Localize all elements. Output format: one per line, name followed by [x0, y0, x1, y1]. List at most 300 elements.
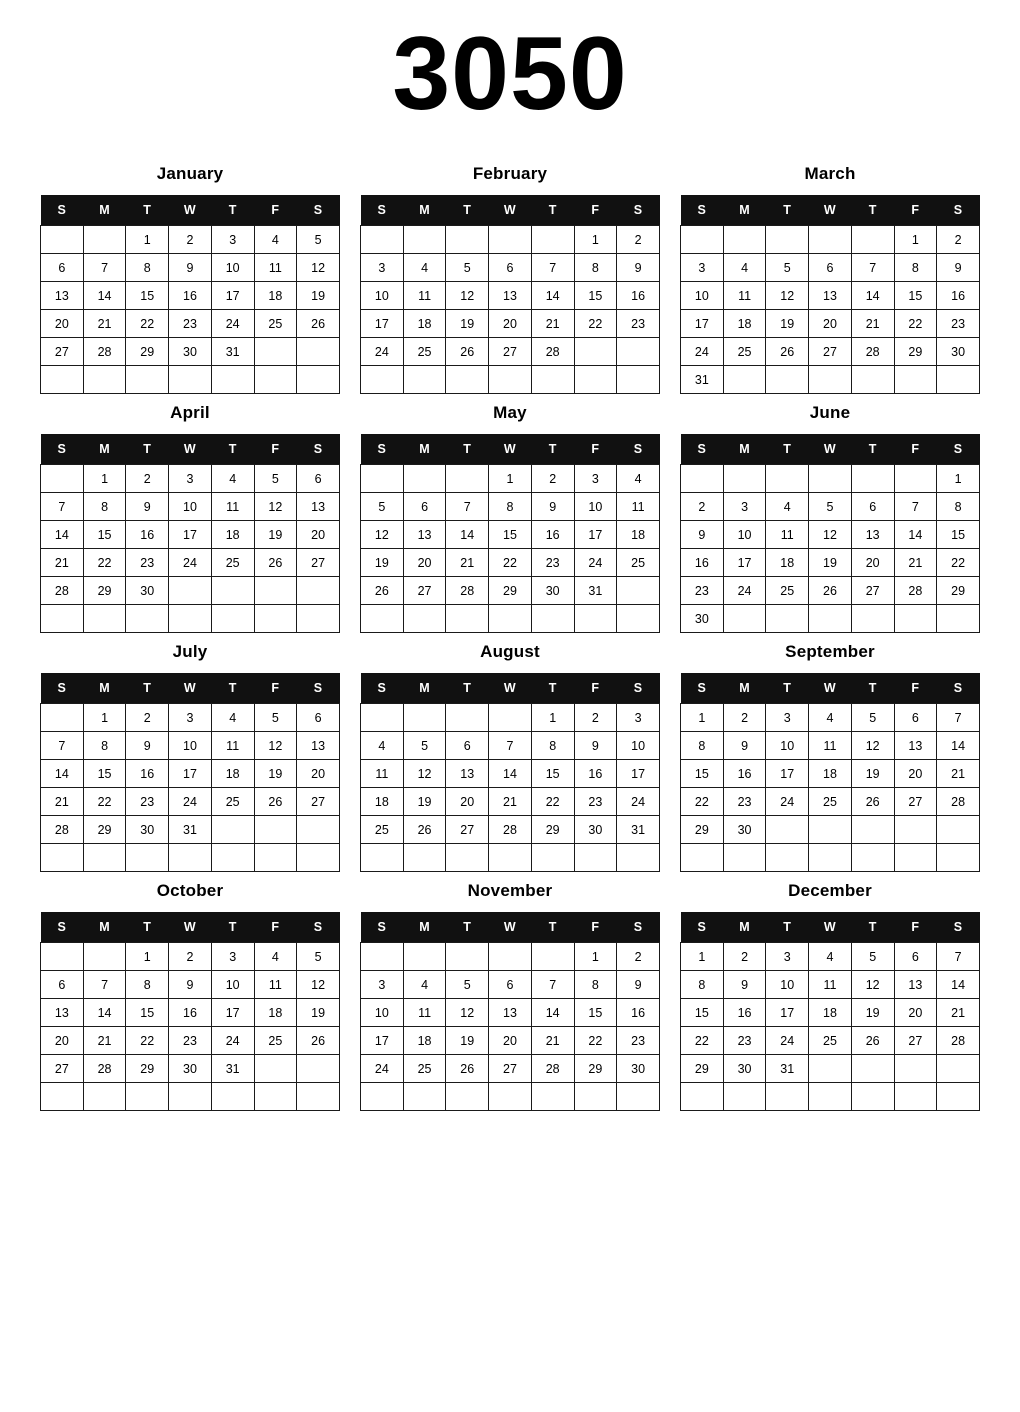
- day-cell[interactable]: 27: [41, 1055, 84, 1083]
- day-cell[interactable]: 30: [937, 338, 980, 366]
- day-cell[interactable]: 4: [403, 254, 446, 282]
- day-cell[interactable]: 14: [937, 732, 980, 760]
- day-cell[interactable]: 27: [489, 338, 532, 366]
- day-cell[interactable]: 23: [617, 1027, 660, 1055]
- day-cell[interactable]: 23: [723, 788, 766, 816]
- day-cell[interactable]: 22: [83, 788, 126, 816]
- day-cell[interactable]: 31: [211, 1055, 254, 1083]
- day-cell[interactable]: 17: [169, 521, 212, 549]
- day-cell[interactable]: 4: [211, 465, 254, 493]
- day-cell[interactable]: 6: [403, 493, 446, 521]
- day-cell[interactable]: 7: [894, 493, 937, 521]
- day-cell[interactable]: 1: [83, 704, 126, 732]
- day-cell[interactable]: 25: [211, 788, 254, 816]
- day-cell[interactable]: 1: [83, 465, 126, 493]
- day-cell[interactable]: 13: [41, 282, 84, 310]
- day-cell[interactable]: 25: [361, 816, 404, 844]
- day-cell[interactable]: 1: [894, 226, 937, 254]
- day-cell[interactable]: 9: [617, 254, 660, 282]
- day-cell[interactable]: 10: [169, 493, 212, 521]
- day-cell[interactable]: 20: [41, 310, 84, 338]
- day-cell[interactable]: 1: [937, 465, 980, 493]
- day-cell[interactable]: 9: [723, 971, 766, 999]
- day-cell[interactable]: 30: [681, 605, 724, 633]
- day-cell[interactable]: 2: [617, 943, 660, 971]
- day-cell[interactable]: 25: [809, 1027, 852, 1055]
- day-cell[interactable]: 21: [937, 999, 980, 1027]
- day-cell[interactable]: 18: [617, 521, 660, 549]
- day-cell[interactable]: 13: [446, 760, 489, 788]
- day-cell[interactable]: 28: [41, 816, 84, 844]
- day-cell[interactable]: 21: [83, 310, 126, 338]
- day-cell[interactable]: 14: [937, 971, 980, 999]
- day-cell[interactable]: 21: [41, 549, 84, 577]
- day-cell[interactable]: 11: [617, 493, 660, 521]
- day-cell[interactable]: 16: [937, 282, 980, 310]
- day-cell[interactable]: 4: [617, 465, 660, 493]
- day-cell[interactable]: 6: [41, 971, 84, 999]
- day-cell[interactable]: 24: [617, 788, 660, 816]
- day-cell[interactable]: 27: [297, 788, 340, 816]
- day-cell[interactable]: 15: [681, 760, 724, 788]
- day-cell[interactable]: 22: [681, 1027, 724, 1055]
- day-cell[interactable]: 13: [894, 732, 937, 760]
- day-cell[interactable]: 30: [126, 577, 169, 605]
- day-cell[interactable]: 6: [851, 493, 894, 521]
- day-cell[interactable]: 9: [617, 971, 660, 999]
- day-cell[interactable]: 12: [254, 493, 297, 521]
- day-cell[interactable]: 16: [617, 282, 660, 310]
- day-cell[interactable]: 19: [254, 760, 297, 788]
- day-cell[interactable]: 29: [937, 577, 980, 605]
- day-cell[interactable]: 15: [83, 521, 126, 549]
- day-cell[interactable]: 16: [574, 760, 617, 788]
- day-cell[interactable]: 16: [723, 760, 766, 788]
- day-cell[interactable]: 6: [41, 254, 84, 282]
- day-cell[interactable]: 15: [937, 521, 980, 549]
- day-cell[interactable]: 2: [937, 226, 980, 254]
- day-cell[interactable]: 22: [937, 549, 980, 577]
- day-cell[interactable]: 26: [809, 577, 852, 605]
- day-cell[interactable]: 2: [169, 226, 212, 254]
- day-cell[interactable]: 19: [403, 788, 446, 816]
- day-cell[interactable]: 5: [766, 254, 809, 282]
- day-cell[interactable]: 26: [297, 310, 340, 338]
- day-cell[interactable]: 5: [361, 493, 404, 521]
- day-cell[interactable]: 30: [169, 338, 212, 366]
- day-cell[interactable]: 24: [766, 1027, 809, 1055]
- day-cell[interactable]: 28: [937, 1027, 980, 1055]
- day-cell[interactable]: 12: [851, 971, 894, 999]
- day-cell[interactable]: 5: [254, 704, 297, 732]
- day-cell[interactable]: 26: [254, 549, 297, 577]
- day-cell[interactable]: 21: [489, 788, 532, 816]
- day-cell[interactable]: 23: [169, 310, 212, 338]
- day-cell[interactable]: 7: [937, 943, 980, 971]
- day-cell[interactable]: 9: [126, 493, 169, 521]
- day-cell[interactable]: 15: [681, 999, 724, 1027]
- day-cell[interactable]: 10: [617, 732, 660, 760]
- day-cell[interactable]: 4: [211, 704, 254, 732]
- day-cell[interactable]: 26: [851, 1027, 894, 1055]
- day-cell[interactable]: 25: [809, 788, 852, 816]
- day-cell[interactable]: 8: [937, 493, 980, 521]
- day-cell[interactable]: 13: [41, 999, 84, 1027]
- day-cell[interactable]: 29: [681, 816, 724, 844]
- day-cell[interactable]: 18: [723, 310, 766, 338]
- day-cell[interactable]: 11: [809, 732, 852, 760]
- day-cell[interactable]: 17: [723, 549, 766, 577]
- day-cell[interactable]: 22: [681, 788, 724, 816]
- day-cell[interactable]: 6: [809, 254, 852, 282]
- day-cell[interactable]: 9: [723, 732, 766, 760]
- day-cell[interactable]: 26: [851, 788, 894, 816]
- day-cell[interactable]: 26: [297, 1027, 340, 1055]
- day-cell[interactable]: 1: [126, 226, 169, 254]
- day-cell[interactable]: 25: [403, 1055, 446, 1083]
- day-cell[interactable]: 10: [211, 254, 254, 282]
- day-cell[interactable]: 19: [809, 549, 852, 577]
- day-cell[interactable]: 7: [83, 254, 126, 282]
- day-cell[interactable]: 20: [403, 549, 446, 577]
- day-cell[interactable]: 29: [126, 338, 169, 366]
- day-cell[interactable]: 28: [937, 788, 980, 816]
- day-cell[interactable]: 25: [254, 310, 297, 338]
- day-cell[interactable]: 5: [446, 971, 489, 999]
- day-cell[interactable]: 8: [574, 971, 617, 999]
- day-cell[interactable]: 12: [766, 282, 809, 310]
- day-cell[interactable]: 7: [531, 971, 574, 999]
- day-cell[interactable]: 18: [809, 760, 852, 788]
- day-cell[interactable]: 24: [169, 788, 212, 816]
- day-cell[interactable]: 7: [446, 493, 489, 521]
- day-cell[interactable]: 12: [403, 760, 446, 788]
- day-cell[interactable]: 11: [403, 999, 446, 1027]
- day-cell[interactable]: 28: [851, 338, 894, 366]
- day-cell[interactable]: 25: [403, 338, 446, 366]
- day-cell[interactable]: 14: [41, 521, 84, 549]
- day-cell[interactable]: 19: [766, 310, 809, 338]
- day-cell[interactable]: 3: [766, 943, 809, 971]
- day-cell[interactable]: 26: [446, 1055, 489, 1083]
- day-cell[interactable]: 8: [894, 254, 937, 282]
- day-cell[interactable]: 3: [361, 971, 404, 999]
- day-cell[interactable]: 30: [169, 1055, 212, 1083]
- day-cell[interactable]: 30: [723, 1055, 766, 1083]
- day-cell[interactable]: 18: [254, 282, 297, 310]
- day-cell[interactable]: 6: [894, 943, 937, 971]
- day-cell[interactable]: 7: [41, 493, 84, 521]
- day-cell[interactable]: 1: [574, 226, 617, 254]
- day-cell[interactable]: 8: [126, 971, 169, 999]
- day-cell[interactable]: 14: [83, 999, 126, 1027]
- day-cell[interactable]: 7: [531, 254, 574, 282]
- day-cell[interactable]: 15: [894, 282, 937, 310]
- day-cell[interactable]: 31: [169, 816, 212, 844]
- day-cell[interactable]: 12: [361, 521, 404, 549]
- day-cell[interactable]: 5: [403, 732, 446, 760]
- day-cell[interactable]: 11: [211, 732, 254, 760]
- day-cell[interactable]: 24: [766, 788, 809, 816]
- day-cell[interactable]: 22: [126, 1027, 169, 1055]
- day-cell[interactable]: 4: [361, 732, 404, 760]
- day-cell[interactable]: 3: [681, 254, 724, 282]
- day-cell[interactable]: 11: [254, 254, 297, 282]
- day-cell[interactable]: 1: [681, 943, 724, 971]
- day-cell[interactable]: 25: [723, 338, 766, 366]
- day-cell[interactable]: 14: [851, 282, 894, 310]
- day-cell[interactable]: 25: [617, 549, 660, 577]
- day-cell[interactable]: 5: [851, 943, 894, 971]
- day-cell[interactable]: 21: [851, 310, 894, 338]
- day-cell[interactable]: 27: [403, 577, 446, 605]
- day-cell[interactable]: 23: [531, 549, 574, 577]
- day-cell[interactable]: 27: [446, 816, 489, 844]
- day-cell[interactable]: 2: [169, 943, 212, 971]
- day-cell[interactable]: 26: [766, 338, 809, 366]
- day-cell[interactable]: 31: [617, 816, 660, 844]
- day-cell[interactable]: 8: [489, 493, 532, 521]
- day-cell[interactable]: 3: [723, 493, 766, 521]
- day-cell[interactable]: 9: [681, 521, 724, 549]
- day-cell[interactable]: 10: [766, 971, 809, 999]
- day-cell[interactable]: 27: [894, 788, 937, 816]
- day-cell[interactable]: 19: [254, 521, 297, 549]
- day-cell[interactable]: 12: [297, 254, 340, 282]
- day-cell[interactable]: 17: [361, 1027, 404, 1055]
- day-cell[interactable]: 11: [723, 282, 766, 310]
- day-cell[interactable]: 22: [531, 788, 574, 816]
- day-cell[interactable]: 1: [574, 943, 617, 971]
- day-cell[interactable]: 14: [531, 282, 574, 310]
- day-cell[interactable]: 15: [83, 760, 126, 788]
- day-cell[interactable]: 5: [254, 465, 297, 493]
- day-cell[interactable]: 14: [83, 282, 126, 310]
- day-cell[interactable]: 29: [126, 1055, 169, 1083]
- day-cell[interactable]: 4: [254, 226, 297, 254]
- day-cell[interactable]: 18: [211, 760, 254, 788]
- day-cell[interactable]: 25: [254, 1027, 297, 1055]
- day-cell[interactable]: 24: [361, 338, 404, 366]
- day-cell[interactable]: 5: [809, 493, 852, 521]
- day-cell[interactable]: 17: [766, 760, 809, 788]
- day-cell[interactable]: 9: [169, 254, 212, 282]
- day-cell[interactable]: 3: [169, 465, 212, 493]
- day-cell[interactable]: 23: [169, 1027, 212, 1055]
- day-cell[interactable]: 11: [254, 971, 297, 999]
- day-cell[interactable]: 10: [723, 521, 766, 549]
- day-cell[interactable]: 17: [681, 310, 724, 338]
- day-cell[interactable]: 20: [446, 788, 489, 816]
- day-cell[interactable]: 24: [169, 549, 212, 577]
- day-cell[interactable]: 28: [446, 577, 489, 605]
- day-cell[interactable]: 12: [446, 999, 489, 1027]
- day-cell[interactable]: 11: [211, 493, 254, 521]
- day-cell[interactable]: 9: [937, 254, 980, 282]
- day-cell[interactable]: 30: [126, 816, 169, 844]
- day-cell[interactable]: 23: [126, 549, 169, 577]
- day-cell[interactable]: 20: [489, 1027, 532, 1055]
- day-cell[interactable]: 20: [894, 760, 937, 788]
- day-cell[interactable]: 20: [297, 521, 340, 549]
- day-cell[interactable]: 8: [83, 732, 126, 760]
- day-cell[interactable]: 8: [574, 254, 617, 282]
- day-cell[interactable]: 3: [211, 943, 254, 971]
- day-cell[interactable]: 3: [361, 254, 404, 282]
- day-cell[interactable]: 9: [531, 493, 574, 521]
- day-cell[interactable]: 30: [531, 577, 574, 605]
- day-cell[interactable]: 1: [681, 704, 724, 732]
- day-cell[interactable]: 26: [254, 788, 297, 816]
- day-cell[interactable]: 23: [126, 788, 169, 816]
- day-cell[interactable]: 13: [489, 999, 532, 1027]
- day-cell[interactable]: 16: [617, 999, 660, 1027]
- day-cell[interactable]: 3: [574, 465, 617, 493]
- day-cell[interactable]: 7: [489, 732, 532, 760]
- day-cell[interactable]: 10: [681, 282, 724, 310]
- day-cell[interactable]: 21: [531, 310, 574, 338]
- day-cell[interactable]: 10: [574, 493, 617, 521]
- day-cell[interactable]: 19: [361, 549, 404, 577]
- day-cell[interactable]: 20: [809, 310, 852, 338]
- day-cell[interactable]: 2: [126, 465, 169, 493]
- day-cell[interactable]: 21: [446, 549, 489, 577]
- day-cell[interactable]: 15: [574, 282, 617, 310]
- day-cell[interactable]: 19: [297, 282, 340, 310]
- day-cell[interactable]: 27: [489, 1055, 532, 1083]
- day-cell[interactable]: 23: [681, 577, 724, 605]
- day-cell[interactable]: 10: [211, 971, 254, 999]
- day-cell[interactable]: 17: [617, 760, 660, 788]
- day-cell[interactable]: 20: [894, 999, 937, 1027]
- day-cell[interactable]: 28: [531, 338, 574, 366]
- day-cell[interactable]: 5: [297, 943, 340, 971]
- day-cell[interactable]: 13: [809, 282, 852, 310]
- day-cell[interactable]: 14: [41, 760, 84, 788]
- day-cell[interactable]: 2: [681, 493, 724, 521]
- day-cell[interactable]: 13: [297, 493, 340, 521]
- day-cell[interactable]: 12: [809, 521, 852, 549]
- day-cell[interactable]: 27: [894, 1027, 937, 1055]
- day-cell[interactable]: 2: [723, 943, 766, 971]
- day-cell[interactable]: 10: [361, 999, 404, 1027]
- day-cell[interactable]: 23: [937, 310, 980, 338]
- day-cell[interactable]: 28: [83, 1055, 126, 1083]
- day-cell[interactable]: 19: [297, 999, 340, 1027]
- day-cell[interactable]: 23: [617, 310, 660, 338]
- day-cell[interactable]: 28: [489, 816, 532, 844]
- day-cell[interactable]: 22: [83, 549, 126, 577]
- day-cell[interactable]: 23: [574, 788, 617, 816]
- day-cell[interactable]: 12: [254, 732, 297, 760]
- day-cell[interactable]: 2: [723, 704, 766, 732]
- day-cell[interactable]: 17: [169, 760, 212, 788]
- day-cell[interactable]: 3: [211, 226, 254, 254]
- day-cell[interactable]: 22: [489, 549, 532, 577]
- day-cell[interactable]: 6: [446, 732, 489, 760]
- day-cell[interactable]: 11: [766, 521, 809, 549]
- day-cell[interactable]: 5: [851, 704, 894, 732]
- day-cell[interactable]: 18: [254, 999, 297, 1027]
- day-cell[interactable]: 2: [617, 226, 660, 254]
- day-cell[interactable]: 15: [126, 282, 169, 310]
- day-cell[interactable]: 18: [211, 521, 254, 549]
- day-cell[interactable]: 16: [723, 999, 766, 1027]
- day-cell[interactable]: 21: [531, 1027, 574, 1055]
- day-cell[interactable]: 21: [41, 788, 84, 816]
- day-cell[interactable]: 13: [894, 971, 937, 999]
- day-cell[interactable]: 21: [894, 549, 937, 577]
- day-cell[interactable]: 29: [681, 1055, 724, 1083]
- day-cell[interactable]: 26: [361, 577, 404, 605]
- day-cell[interactable]: 9: [169, 971, 212, 999]
- day-cell[interactable]: 29: [574, 1055, 617, 1083]
- day-cell[interactable]: 12: [297, 971, 340, 999]
- day-cell[interactable]: 1: [531, 704, 574, 732]
- day-cell[interactable]: 10: [169, 732, 212, 760]
- day-cell[interactable]: 22: [126, 310, 169, 338]
- day-cell[interactable]: 13: [403, 521, 446, 549]
- day-cell[interactable]: 3: [169, 704, 212, 732]
- day-cell[interactable]: 29: [489, 577, 532, 605]
- day-cell[interactable]: 16: [681, 549, 724, 577]
- day-cell[interactable]: 10: [766, 732, 809, 760]
- day-cell[interactable]: 26: [403, 816, 446, 844]
- day-cell[interactable]: 28: [83, 338, 126, 366]
- day-cell[interactable]: 6: [297, 465, 340, 493]
- day-cell[interactable]: 17: [211, 282, 254, 310]
- day-cell[interactable]: 22: [574, 310, 617, 338]
- day-cell[interactable]: 25: [766, 577, 809, 605]
- day-cell[interactable]: 14: [446, 521, 489, 549]
- day-cell[interactable]: 31: [766, 1055, 809, 1083]
- day-cell[interactable]: 25: [211, 549, 254, 577]
- day-cell[interactable]: 19: [446, 310, 489, 338]
- day-cell[interactable]: 18: [809, 999, 852, 1027]
- day-cell[interactable]: 16: [531, 521, 574, 549]
- day-cell[interactable]: 18: [403, 310, 446, 338]
- day-cell[interactable]: 3: [617, 704, 660, 732]
- day-cell[interactable]: 17: [361, 310, 404, 338]
- day-cell[interactable]: 21: [83, 1027, 126, 1055]
- day-cell[interactable]: 17: [211, 999, 254, 1027]
- day-cell[interactable]: 15: [126, 999, 169, 1027]
- day-cell[interactable]: 3: [766, 704, 809, 732]
- day-cell[interactable]: 11: [809, 971, 852, 999]
- day-cell[interactable]: 18: [403, 1027, 446, 1055]
- day-cell[interactable]: 4: [809, 704, 852, 732]
- day-cell[interactable]: 24: [211, 1027, 254, 1055]
- day-cell[interactable]: 29: [83, 577, 126, 605]
- day-cell[interactable]: 7: [83, 971, 126, 999]
- day-cell[interactable]: 8: [83, 493, 126, 521]
- day-cell[interactable]: 11: [403, 282, 446, 310]
- day-cell[interactable]: 22: [574, 1027, 617, 1055]
- day-cell[interactable]: 7: [851, 254, 894, 282]
- day-cell[interactable]: 16: [126, 760, 169, 788]
- day-cell[interactable]: 13: [297, 732, 340, 760]
- day-cell[interactable]: 12: [446, 282, 489, 310]
- day-cell[interactable]: 31: [681, 366, 724, 394]
- day-cell[interactable]: 24: [681, 338, 724, 366]
- day-cell[interactable]: 17: [766, 999, 809, 1027]
- day-cell[interactable]: 27: [41, 338, 84, 366]
- day-cell[interactable]: 27: [297, 549, 340, 577]
- day-cell[interactable]: 24: [723, 577, 766, 605]
- day-cell[interactable]: 8: [126, 254, 169, 282]
- day-cell[interactable]: 24: [574, 549, 617, 577]
- day-cell[interactable]: 9: [126, 732, 169, 760]
